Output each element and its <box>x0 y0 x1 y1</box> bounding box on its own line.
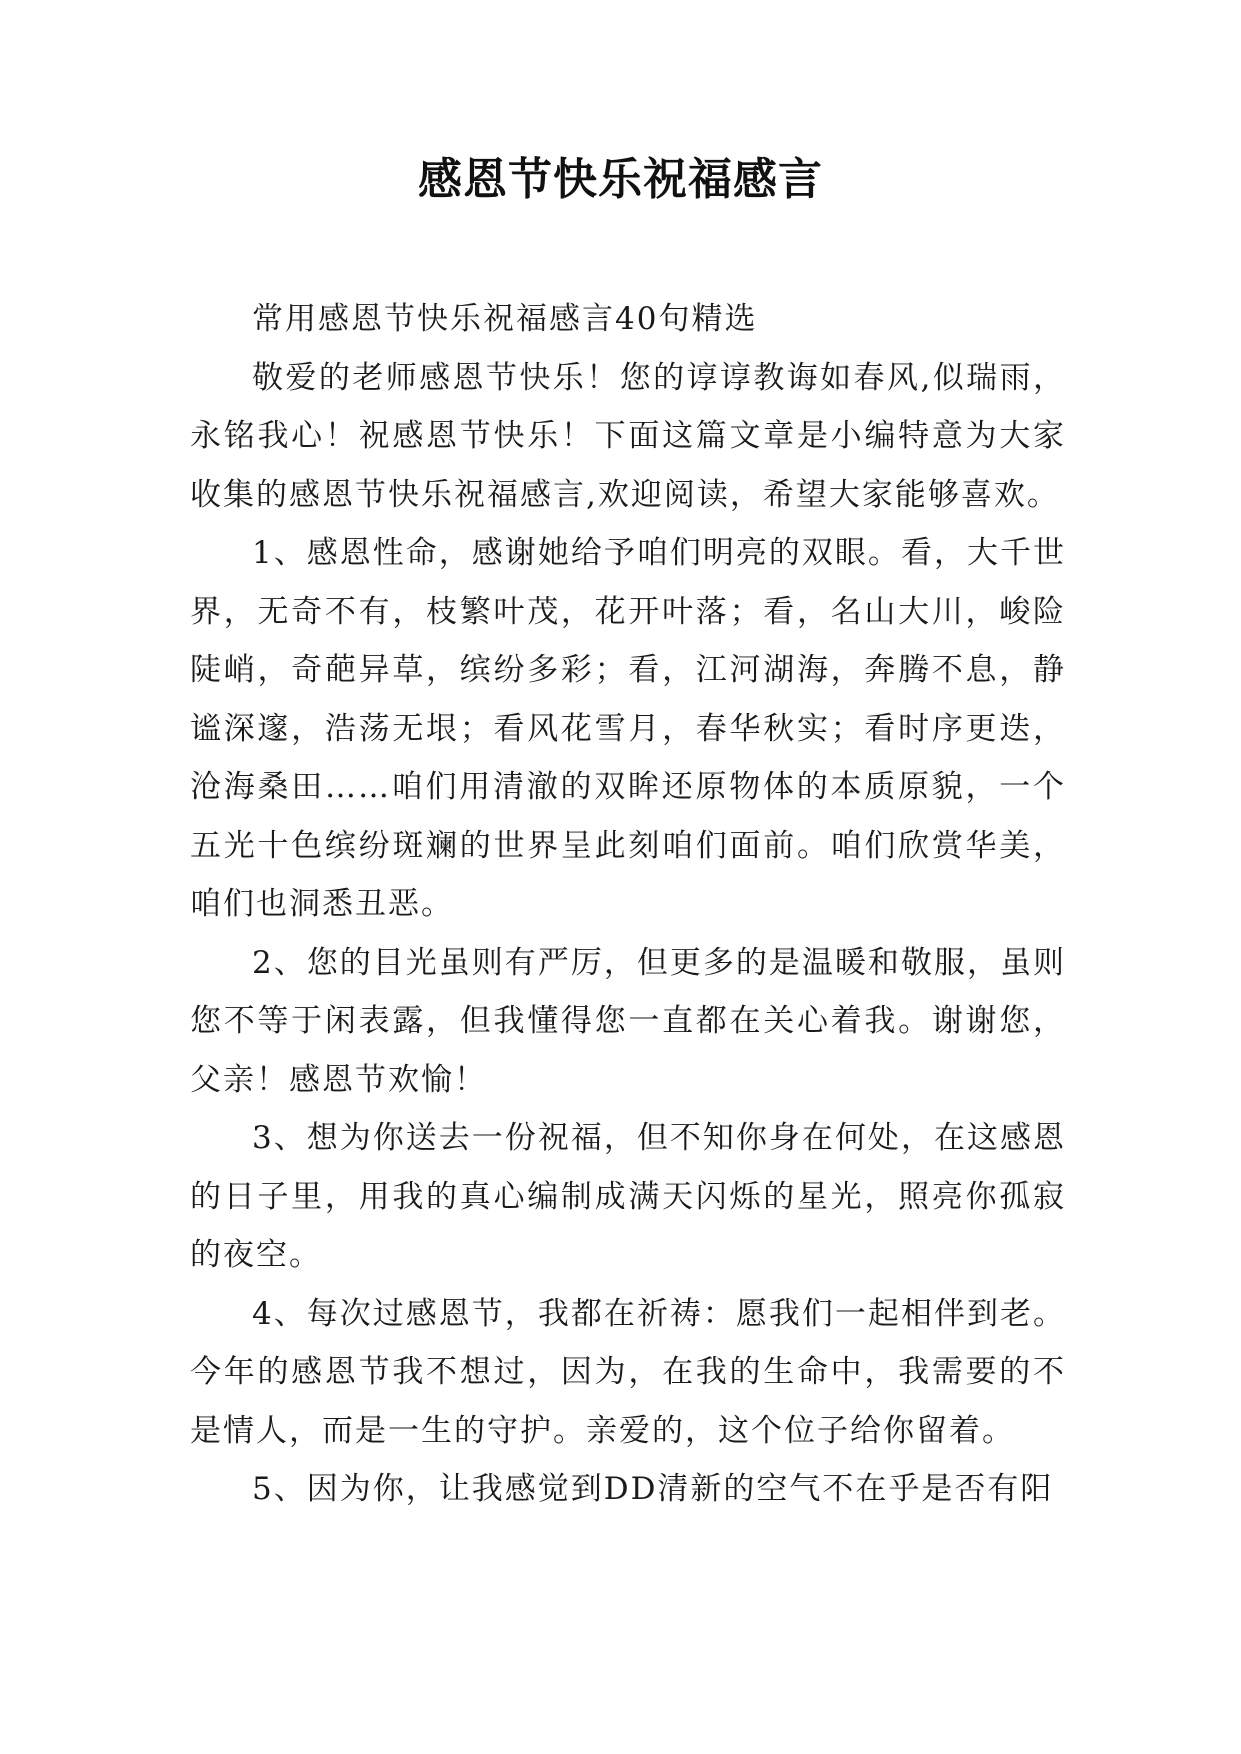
paragraph-item-5: 5、因为你，让我感觉到DD清新的空气不在乎是否有阳 <box>252 1471 1054 1507</box>
paragraph-item-4: 4、每次过感恩节，我都在祈祷：愿我们一起相伴到老。今年的感恩节我不想过，因为，在我的生命中，我需要的不是情人，而是一生的守护。亲爱的，这个位子给你留着。 <box>190 1295 1066 1449</box>
document-title: 感恩节快乐祝福感言 <box>418 154 823 205</box>
paragraph-subtitle: 常用感恩节快乐祝福感言40句精选 <box>252 301 758 337</box>
paragraph-intro: 敬爱的老师感恩节快乐！您的谆谆教诲如春风,似瑞雨，永铭我心！祝感恩节快乐！下面这篇文章是小编特意为大家收集的感恩节快乐祝福感言,欢迎阅读，希望大家能够喜欢。 <box>190 359 1066 513</box>
paragraph-item-1: 1、感恩性命，感谢她给予咱们明亮的双眼。看，大千世界，无奇不有，枝繁叶茂，花开叶落；看，名山大川，峻险陡峭，奇葩异草，缤纷多彩；看，江河湖海，奔腾不息，静谧深邃，浩荡无垠；看风花雪月，春华秋实；看时序更迭，沧海桑田……咱们用清澈的双眸还原物体的本质原貌，一个五光十色缤纷斑斓的世界呈此刻咱们面前。咱们欣赏华美，咱们也洞悉丑恶。 <box>190 535 1066 922</box>
paragraph-item-2: 2、您的目光虽则有严厉，但更多的是温暖和敬服，虽则您不等于闲表露，但我懂得您一直都在关心着我。谢谢您，父亲！感恩节欢愉！ <box>190 944 1066 1098</box>
document-body <box>190 290 1066 1519</box>
paragraph-item-3: 3、想为你送去一份祝福，但不知你身在何处，在这感恩的日子里，用我的真心编制成满天闪烁的星光，照亮你孤寂的夜空。 <box>190 1120 1066 1273</box>
